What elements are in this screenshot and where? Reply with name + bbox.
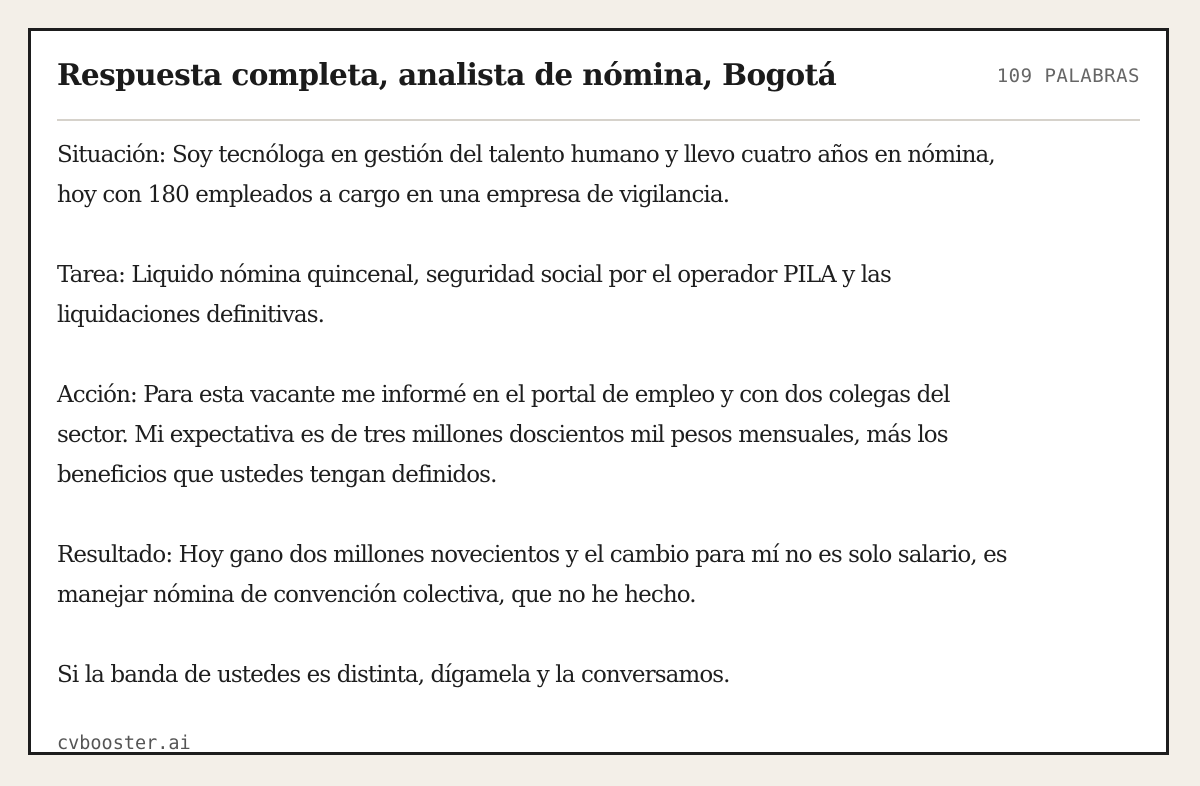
card-title: Respuesta completa, analista de nómina, Bogotá [57, 57, 837, 92]
answer-body [57, 135, 1007, 735]
paragraph-cierre: Si la banda de ustedes es distinta, dígamela y la conversamos. [57, 662, 730, 688]
word-count-label: 109 PALABRAS [996, 65, 1140, 87]
answer-card [28, 28, 1169, 755]
paragraph-accion: Acción: Para esta vacante me informé en el portal de empleo y con dos colegas del sector. Mi expectativa es de tres millones doscientos mil pesos mensuales, más los beneficios que ustedes tengan definidos. [57, 382, 950, 488]
paragraph-resultado: Resultado: Hoy gano dos millones novecientos y el cambio para mí no es solo salario, es manejar nómina de convención colectiva, que no he hecho. [57, 542, 1007, 608]
card-header [57, 55, 1140, 121]
brand-watermark: cvbooster.ai [57, 733, 191, 754]
paragraph-tarea: Tarea: Liquido nómina quincenal, seguridad social por el operador PILA y las liquidaciones definitivas. [57, 262, 891, 328]
paragraph-situacion: Situación: Soy tecnóloga en gestión del talento humano y llevo cuatro años en nómina, hoy con 180 empleados a cargo en una empresa de vigilancia. [57, 142, 995, 208]
